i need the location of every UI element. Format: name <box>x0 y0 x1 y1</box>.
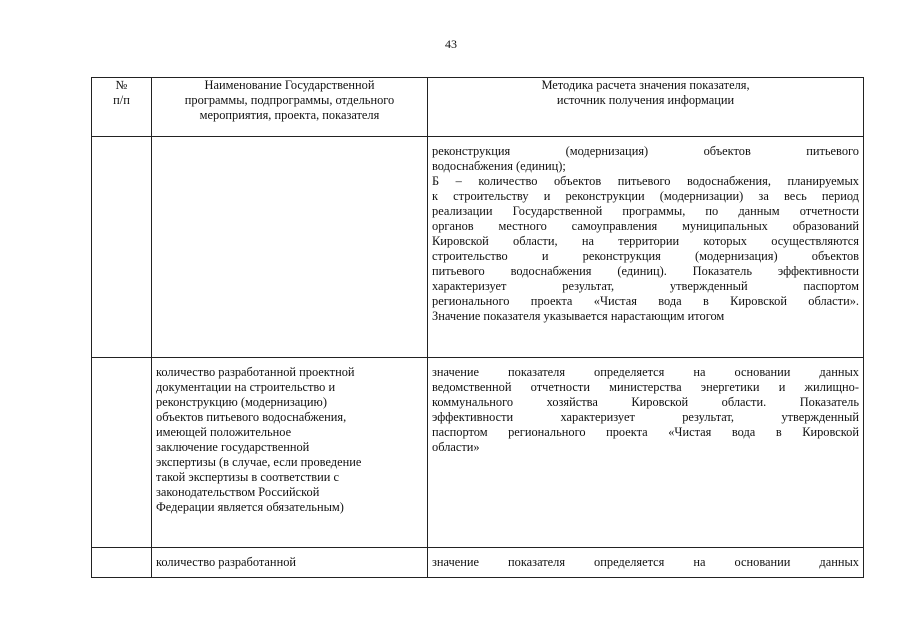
header-name <box>152 78 428 137</box>
header-text: № <box>115 78 128 92</box>
header-text: п/п <box>113 93 130 107</box>
text-line: органов местного самоуправления муниципальных образований <box>432 219 859 233</box>
header-number <box>92 78 152 137</box>
header-text: Методика расчета значения показателя, <box>541 78 750 92</box>
header-method <box>428 78 864 137</box>
table-row <box>92 137 864 358</box>
table-header-row <box>92 78 864 137</box>
cell-method <box>428 358 864 548</box>
text-line: Б – количество объектов питьевого водоснабжения, планируемых <box>432 174 859 188</box>
text-line: ведомственной отчетности министерства энергетики и жилищно- <box>432 380 859 394</box>
cell-method <box>428 548 864 578</box>
text-line: реализации Государственной программы, по данным отчетности <box>432 204 859 218</box>
text-line: питьевого водоснабжения (единиц). Показатель эффективности <box>432 264 859 278</box>
text-line: законодательством Российской <box>156 485 320 499</box>
text-line: регионального проекта «Чистая вода в Кировской области». <box>432 294 859 308</box>
header-text: источник получения информации <box>556 93 735 107</box>
cell-number <box>92 548 152 578</box>
text-line: Кировской области, на территории которых осуществляются <box>432 234 859 248</box>
table-row <box>92 358 864 548</box>
cell-name <box>152 548 428 578</box>
header-text: мероприятия, проекта, показателя <box>199 108 380 122</box>
text-line: Значение показателя указывается нарастающим итогом <box>432 309 725 323</box>
cell-method <box>428 137 864 358</box>
table-row <box>92 548 864 578</box>
text-line: эффективности характеризует результат, утвержденный <box>432 410 859 424</box>
cell-name <box>152 137 428 358</box>
text-line: водоснабжения (единиц); <box>432 159 566 173</box>
text-line: имеющей положительное <box>156 425 292 439</box>
text-line: области» <box>432 440 480 454</box>
text-line: к строительству и реконструкции (модернизации) за весь период <box>432 189 859 203</box>
text-line: количество разработанной <box>156 555 297 569</box>
page-number: 43 <box>445 37 457 51</box>
text-line: объектов питьевого водоснабжения, <box>156 410 347 424</box>
text-line: строительство и реконструкция (модернизация) объектов <box>432 249 859 263</box>
header-text: программы, подпрограммы, отдельного <box>184 93 395 107</box>
text-line: паспортом регионального проекта «Чистая вода в Кировской <box>432 425 859 439</box>
text-line: реконструкция (модернизация) объектов питьевого <box>432 144 859 158</box>
text-line: реконструкцию (модернизацию) <box>156 395 327 409</box>
header-text: Наименование Государственной <box>204 78 375 92</box>
text-line: количество разработанной проектной <box>156 365 355 379</box>
text-line: экспертизы (в случае, если проведение <box>156 455 362 469</box>
text-line: заключение государственной <box>156 440 310 454</box>
cell-number <box>92 358 152 548</box>
cell-name <box>152 358 428 548</box>
text-line: Федерации является обязательным) <box>156 500 344 514</box>
text-line: характеризует результат, утвержденный паспортом <box>432 279 859 293</box>
text-line: коммунального хозяйства Кировской области. Показатель <box>432 395 859 409</box>
text-line: значение показателя определяется на основании данных <box>432 365 859 379</box>
text-line: такой экспертизы в соответствии с <box>156 470 339 484</box>
cell-number <box>92 137 152 358</box>
text-line: документации на строительство и <box>156 380 336 394</box>
text-line: значение показателя определяется на основании данных <box>432 555 859 569</box>
indicator-methodology-table <box>91 77 864 578</box>
